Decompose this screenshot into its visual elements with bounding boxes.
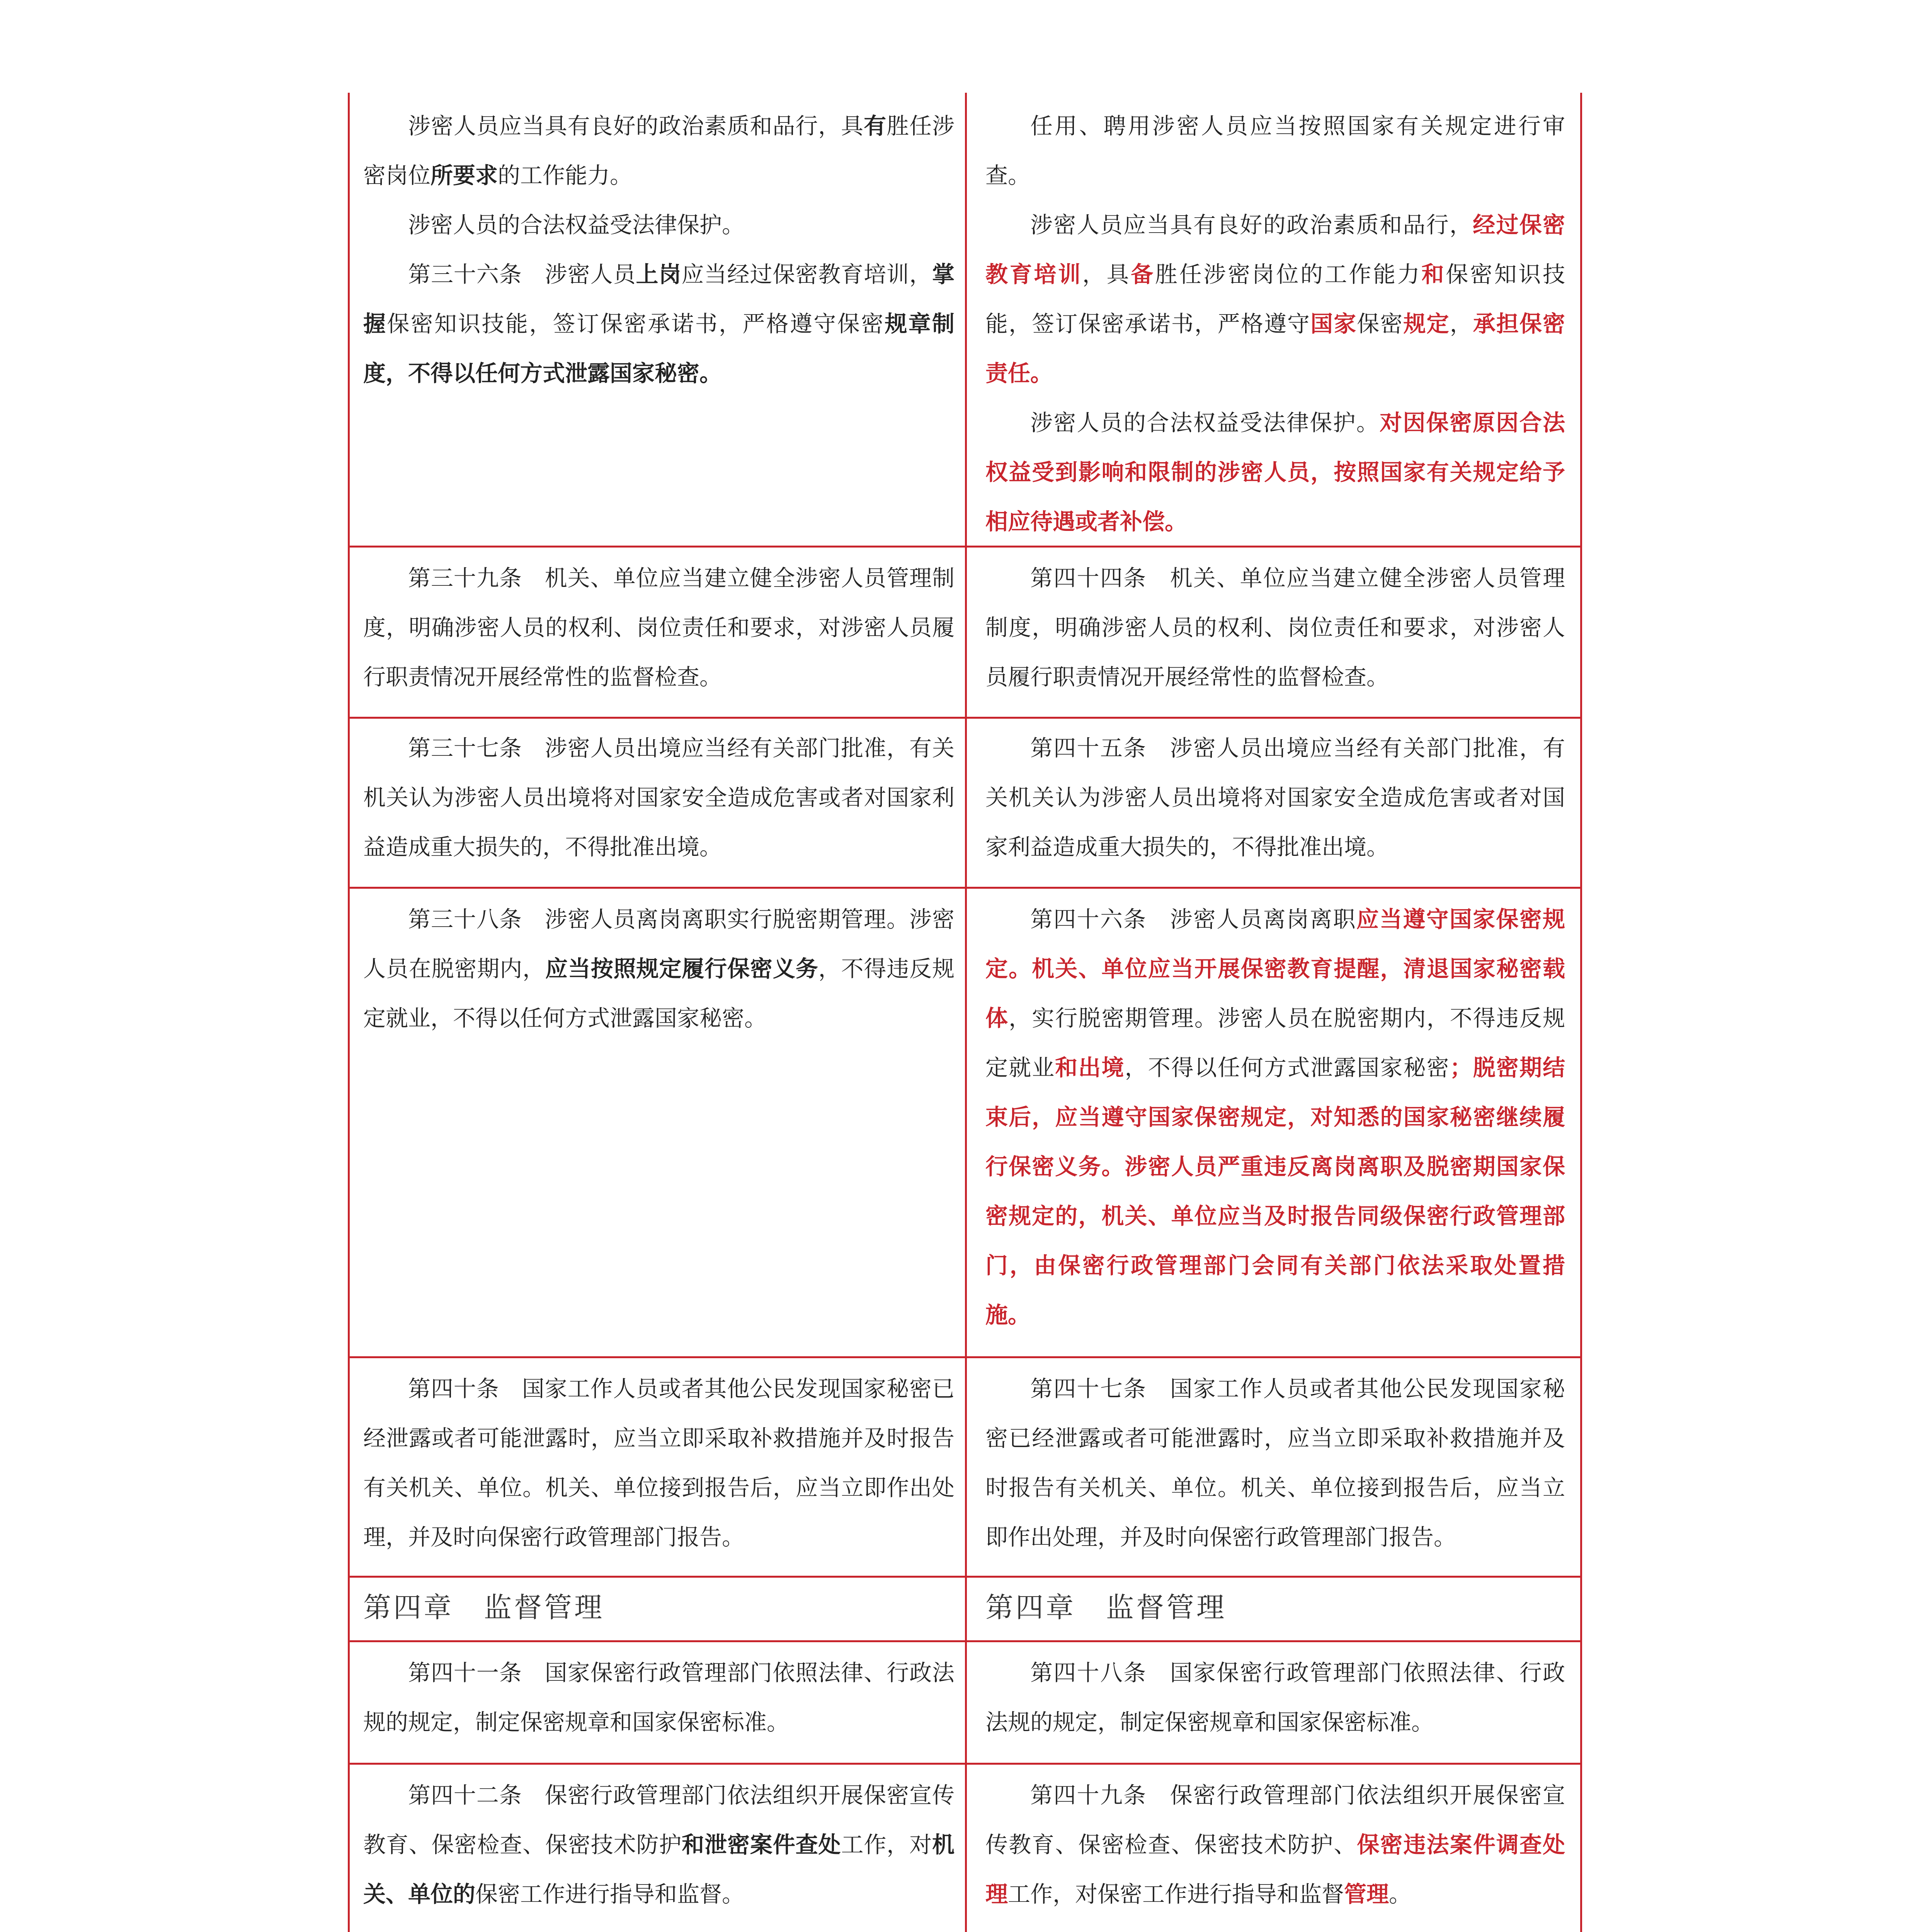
row-3-new-text — [985, 895, 1565, 1350]
changed-text: 掌握 — [363, 261, 955, 337]
row-4-old-text — [363, 1364, 955, 1573]
amended-text: 对因保密原因合法权益受到影响和限制的涉密人员，按照国家有关规定给予相应待遇或者补偿。 — [985, 410, 1565, 535]
article-paragraph: 第四十六条 涉密人员离岗离职应当遵守国家保密规定。机关、单位应当开展保密教育提醒，清退国家秘密载体，实行脱密期管理。涉密人员在脱密期内，不得违反规定就业和出境，不得以任何方式泄露国家秘密；脱密期结束后，应当遵守国家保密规定，对知悉的国家秘密继续履行保密义务。涉密人员严重违反离岗离职及脱密期国家保密规定的，机关、单位应当及时报告同级保密行政管理部门，由保密行政管理部门会同有关部门依法采取处置措施。 — [985, 906, 1565, 1328]
amended-text: 国家 — [1310, 311, 1357, 337]
row-1-new-text — [985, 553, 1565, 712]
chapter-heading-old: 第四章 监督管理 — [363, 1591, 605, 1624]
article-paragraph: 涉密人员的合法权益受法律保护。对因保密原因合法权益受到影响和限制的涉密人员，按照国家有关规定给予相应待遇或者补偿。 — [985, 410, 1565, 535]
article-paragraph: 第三十八条 涉密人员离岗离职实行脱密期管理。涉密人员在脱密期内，应当按照规定履行保密义务，不得违反规定就业，不得以任何方式泄露国家秘密。 — [363, 906, 955, 1031]
row-2-new-text — [985, 723, 1565, 882]
article-paragraph: 涉密人员应当具有良好的政治素质和品行，具有胜任涉密岗位所要求的工作能力。 — [363, 113, 955, 189]
amended-text: 保密违法案件调查处理 — [985, 1832, 1565, 1907]
article-paragraph: 第四十七条 国家工作人员或者其他公民发现国家秘密已经泄露或者可能泄露时，应当立即采取补救措施并及时报告有关机关、单位。机关、单位接到报告后，应当立即作出处理，并及时向保密行政管理部门报告。 — [985, 1376, 1565, 1550]
row-0-old-text — [363, 101, 955, 542]
changed-text: 机关、单位的 — [363, 1832, 955, 1907]
row-0-new-text — [985, 101, 1565, 542]
changed-text: 和泄密案件查处 — [682, 1832, 841, 1858]
amended-text: 规定 — [1403, 311, 1450, 337]
amended-text: ；脱密期结束后，应当遵守国家保密规定，对知悉的国家秘密继续履行保密义务。涉密人员严重违反离岗离职及脱密期国家保密规定的，机关、单位应当及时报告同级保密行政管理部门，由保密行政管理部门会同有关部门依法采取处置措施。 — [985, 1054, 1565, 1328]
article-paragraph: 第四十九条 保密行政管理部门依法组织开展保密宣传教育、保密检查、保密技术防护、保密违法案件调查处理工作，对保密工作进行指导和监督管理。 — [985, 1782, 1565, 1907]
row-divider — [348, 717, 1582, 719]
changed-text: 所要求 — [431, 162, 498, 189]
article-paragraph: 第四十二条 保密行政管理部门依法组织开展保密宣传教育、保密检查、保密技术防护和泄密案件查处工作，对机关、单位的保密工作进行指导和监督。 — [363, 1782, 955, 1907]
article-paragraph: 第四十五条 涉密人员出境应当经有关部门批准，有关机关认为涉密人员出境将对国家安全造成危害或者对国家利益造成重大损失的，不得批准出境。 — [985, 735, 1565, 860]
table-border-left — [348, 93, 350, 1932]
row-1-old-text — [363, 553, 955, 712]
article-paragraph: 第三十七条 涉密人员出境应当经有关部门批准，有关机关认为涉密人员出境将对国家安全造成危害或者对国家利益造成重大损失的，不得批准出境。 — [363, 735, 955, 860]
amended-text: 经过保密教育培训 — [985, 212, 1565, 287]
article-paragraph: 第三十六条 涉密人员上岗应当经过保密教育培训，掌握保密知识技能，签订保密承诺书，严格遵守保密规章制度，不得以任何方式泄露国家秘密。 — [363, 261, 955, 386]
changed-text: 上岗 — [636, 261, 682, 287]
changed-text: 应当按照规定履行保密义务 — [545, 956, 818, 982]
amended-text: 备 — [1131, 261, 1155, 287]
row-divider — [348, 1576, 1582, 1578]
chapter-heading-new: 第四章 监督管理 — [985, 1591, 1227, 1624]
row-5-new-text — [985, 1648, 1565, 1760]
table-border-middle — [965, 93, 967, 1932]
row-divider — [348, 1640, 1582, 1642]
row-divider — [348, 1356, 1582, 1358]
row-2-old-text — [363, 723, 955, 882]
amended-text: 和 — [1421, 261, 1446, 287]
row-divider — [348, 1763, 1582, 1765]
article-paragraph: 第四十四条 机关、单位应当建立健全涉密人员管理制度，明确涉密人员的权利、岗位责任和要求，对涉密人员履行职责情况开展经常性的监督检查。 — [985, 565, 1565, 690]
amended-text: 应当遵守国家保密规定。机关、单位应当开展保密教育提醒，清退国家秘密载体 — [985, 906, 1565, 1031]
row-divider — [348, 546, 1582, 548]
amended-text: 和出境 — [1055, 1054, 1125, 1081]
row-3-old-text — [363, 895, 955, 1350]
amended-text: 管理 — [1344, 1881, 1389, 1907]
row-5-old-text — [363, 1648, 955, 1760]
row-6-old-text — [363, 1770, 955, 1929]
changed-text: 有 — [864, 113, 887, 139]
row-6-new-text — [985, 1770, 1565, 1929]
article-paragraph: 第三十九条 机关、单位应当建立健全涉密人员管理制度，明确涉密人员的权利、岗位责任和要求，对涉密人员履行职责情况开展经常性的监督检查。 — [363, 565, 955, 690]
article-paragraph: 第四十八条 国家保密行政管理部门依照法律、行政法规的规定，制定保密规章和国家保密标准。 — [985, 1660, 1565, 1735]
article-paragraph: 第四十条 国家工作人员或者其他公民发现国家秘密已经泄露或者可能泄露时，应当立即采取补救措施并及时报告有关机关、单位。机关、单位接到报告后，应当立即作出处理，并及时向保密行政管理部门报告。 — [363, 1376, 955, 1550]
article-paragraph: 涉密人员应当具有良好的政治素质和品行，经过保密教育培训，具备胜任涉密岗位的工作能力和保密知识技能，签订保密承诺书，严格遵守国家保密规定，承担保密责任。 — [985, 212, 1565, 386]
table-border-right — [1580, 93, 1582, 1932]
article-paragraph: 第四十一条 国家保密行政管理部门依照法律、行政法规的规定，制定保密规章和国家保密标准。 — [363, 1660, 955, 1735]
row-divider — [348, 887, 1582, 889]
changed-text: 规章制度，不得以任何方式泄露国家秘密。 — [363, 311, 955, 386]
article-paragraph: 任用、聘用涉密人员应当按照国家有关规定进行审查。 — [985, 113, 1565, 189]
row-4-new-text — [985, 1364, 1565, 1573]
amended-text: 承担保密责任。 — [985, 311, 1565, 386]
article-paragraph: 涉密人员的合法权益受法律保护。 — [408, 212, 745, 238]
